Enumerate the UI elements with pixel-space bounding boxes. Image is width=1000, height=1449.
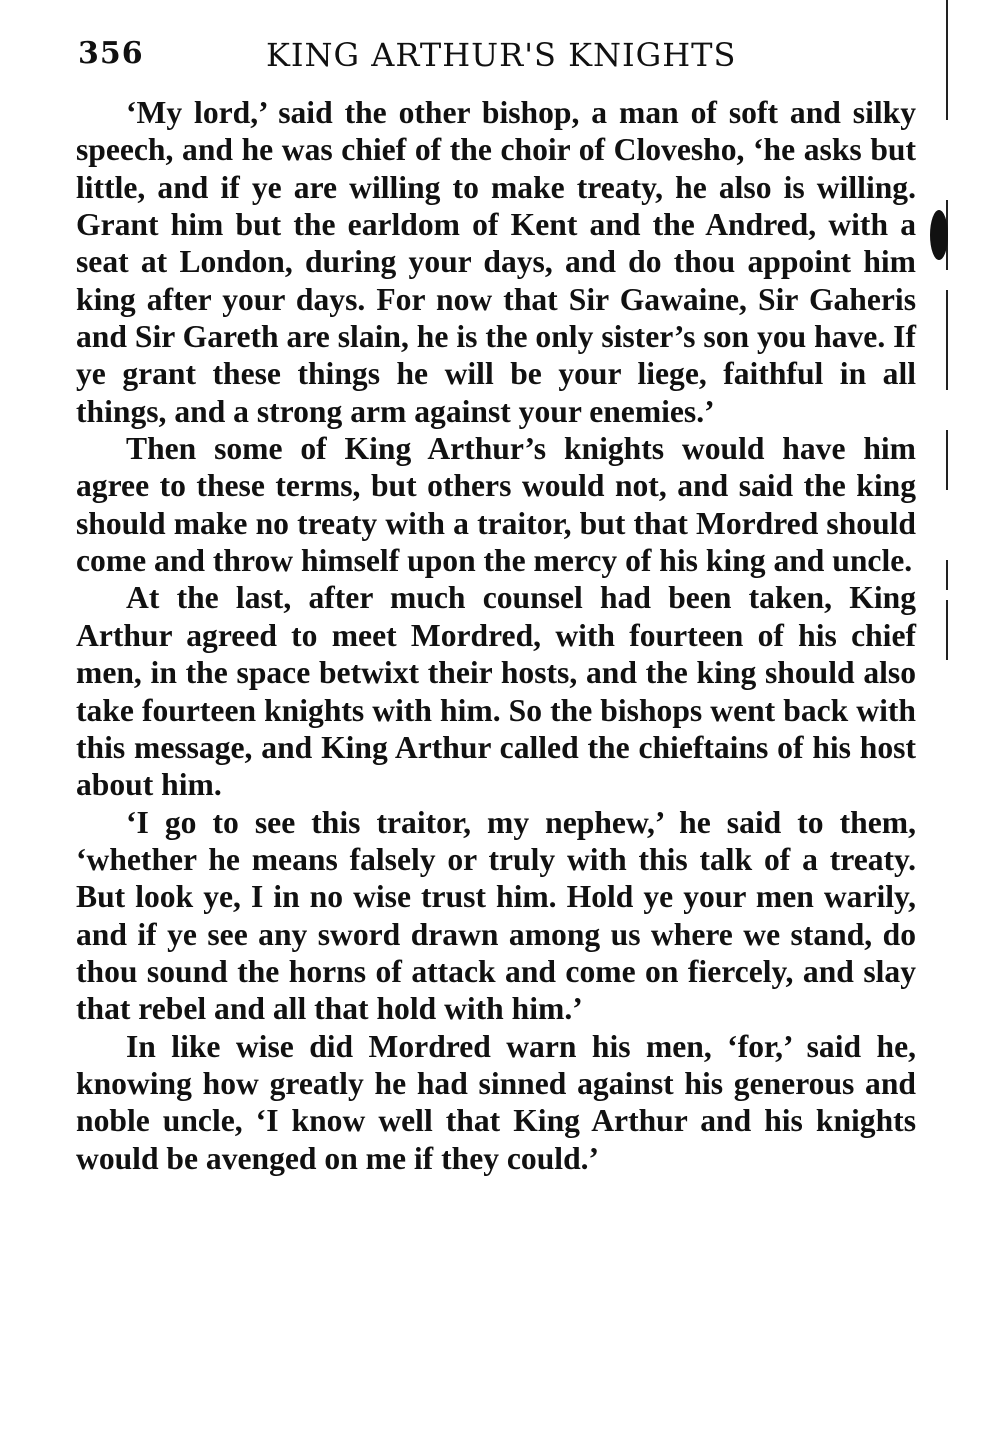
page-header — [78, 30, 918, 80]
paragraph: ‘My lord,’ said the other bishop, a man of soft and silky speech, and he was chief of the choir of Clovesho, ‘he asks but little, and if ye are willing to make treaty, he also is willing. Grant him but the earldom of Kent and the Andred, with a seat at London, during your days, and do thou appoint him king after your days. For now that Sir Gawaine, Sir Gaheris and Sir Gareth are slain, he is the only sister’s son you have. If ye grant these things he will be your liege, faithful in all things, and a strong arm against your enemies.’ — [76, 95, 916, 429]
margin-rule — [946, 600, 948, 660]
paragraph: At the last, after much counsel had been taken, King Arthur agreed to meet Mordred, with fourteen of his chief men, in the space betwixt their hosts, and the king should also take fourteen knights with him. So the bishops went back with this message, and King Arthur called the chieftains of his host about him. — [76, 580, 916, 803]
margin-rule — [946, 290, 948, 390]
paragraph: ‘I go to see this traitor, my nephew,’ he said to them, ‘whether he means falsely or truly with this talk of a treaty. But look ye, I in no wise trust him. Hold ye your men warily, and if ye see any sword drawn among us where we stand, do thou sound the horns of attack and come on fiercely, and slay that rebel and all that hold with him.’ — [76, 804, 916, 1027]
margin-rule — [946, 560, 948, 590]
margin-ink-blot — [930, 210, 948, 260]
margin-rule — [946, 0, 948, 120]
page-number: 356 — [78, 36, 144, 71]
running-head: KING ARTHUR'S KNIGHTS — [266, 36, 737, 74]
paragraph: In like wise did Mordred warn his men, ‘for,’ said he, knowing how greatly he had sinned against his generous and noble uncle, ‘I know well that King Arthur and his knights would be avenged on me if they could.’ — [76, 1028, 916, 1176]
paragraph: Then some of King Arthur’s knights would have him agree to these terms, but others would not, and said the king should make no treaty with a traitor, but that Mordred should come and throw himself upon the mercy of his king and uncle. — [76, 431, 916, 579]
margin-rule — [946, 430, 948, 490]
body-text — [76, 94, 916, 1177]
